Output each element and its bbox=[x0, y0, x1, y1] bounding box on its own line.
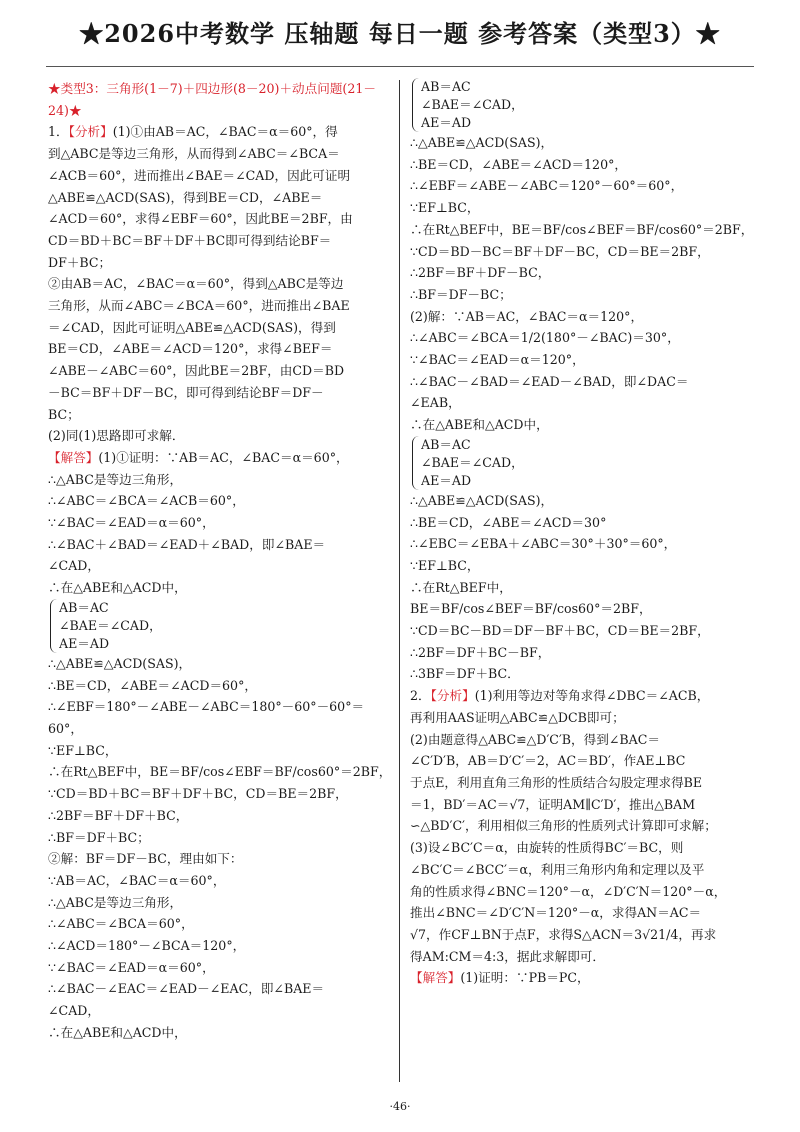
text-line: ∽△BD′C′，利用相似三角形的性质列式计算即可求解； bbox=[410, 818, 717, 834]
text-line: ∴∠BAC－∠EAC＝∠EAD－∠EAC，即∠BAE＝ bbox=[48, 981, 325, 997]
column-divider bbox=[399, 80, 400, 1082]
text-line: ∴△ABE≌△ACD(SAS)， bbox=[410, 492, 554, 508]
text-line: BE＝BF/cos∠BEF＝BF/cos60°＝2BF， bbox=[410, 601, 652, 617]
text-line: 【解答】(1)证明：∵PB＝PC， bbox=[410, 970, 590, 986]
text-line: BC； bbox=[48, 406, 80, 422]
text-line: ∵EF⊥BC， bbox=[48, 742, 118, 758]
text-line: 60°， bbox=[48, 720, 83, 736]
text-line: 再利用AAS证明△ABC≌△DCB即可； bbox=[410, 709, 625, 725]
text-line: ∠BAE＝∠CAD， bbox=[421, 454, 524, 470]
text-line: CD＝BD＋BC＝BF＋DF＋BC即可得到结论BF＝ bbox=[48, 232, 332, 248]
problem-1-analysis bbox=[48, 121, 392, 447]
problem-1-solution-continued bbox=[410, 132, 754, 436]
text-line: ∴∠EBF＝∠ABE－∠ABC＝120°－60°＝60°， bbox=[410, 178, 684, 194]
text-line: AE＝AD bbox=[421, 115, 472, 130]
text-line: ∴∠ACD＝180°－∠BCA＝120°， bbox=[48, 938, 246, 954]
text-line: ∴∠ABC＝∠BCA＝1/2(180°－∠BAC)＝30°， bbox=[410, 330, 680, 346]
text-line: AE＝AD bbox=[59, 635, 110, 651]
text-line: ∴∠BAC＋∠BAD＝∠EAD＋∠BAD，即∠BAE＝ bbox=[48, 536, 326, 552]
section-marker: 【分析】 bbox=[68, 124, 113, 140]
text-line: ∴△ABC是等边三角形， bbox=[48, 471, 183, 487]
text-line: (2)同(1)思路即可求解． bbox=[48, 428, 185, 444]
text-line: ∴2BF＝BF＋DF－BC， bbox=[410, 265, 551, 281]
equation-system bbox=[50, 599, 392, 653]
text-line: ∵∠BAC＝∠EAD＝α＝120°， bbox=[410, 352, 585, 368]
text-line: AE＝AD bbox=[421, 472, 472, 488]
text-line: 推出∠BNC＝∠D′C′N＝120°－α，求得AN＝AC＝ bbox=[410, 905, 702, 921]
text-line: －BC＝BF＋DF－BC，即可得到结论BF＝DF－ bbox=[48, 384, 324, 400]
text-line: BE＝CD，∠ABE＝∠ACD＝120°，求得∠BEF＝ bbox=[48, 341, 333, 357]
text-line: (2)解：∵AB＝AC，∠BAC＝α＝120°， bbox=[410, 308, 644, 324]
type-heading: ★类型3：三角形(1－7)＋四边形(8－20)＋动点问题(21－24)★ bbox=[48, 81, 376, 118]
text-line: ∴BF＝DF－BC； bbox=[410, 286, 512, 302]
text-line: DF＋BC； bbox=[48, 254, 112, 270]
text-line: ∴在△ABE和△ACD中， bbox=[48, 580, 187, 596]
section-marker: 【解答】 bbox=[48, 449, 99, 465]
text-line: 1．【分析】(1)①由AB＝AC，∠BAC＝α＝60°，得 bbox=[48, 124, 338, 140]
text-line: ∴∠EBF＝180°－∠ABE－∠ABC＝180°－60°－60°＝ bbox=[48, 699, 365, 715]
text-line: ∵CD＝BD＋BC＝BF＋DF＋BC，CD＝BE＝2BF， bbox=[48, 786, 348, 802]
problem-2-analysis bbox=[410, 685, 754, 989]
text-line: ∴3BF＝DF＋BC． bbox=[410, 666, 520, 682]
text-line: ∴2BF＝BF＋DF＋BC， bbox=[48, 807, 189, 823]
text-line: AB＝AC bbox=[421, 79, 471, 94]
text-line: ∵∠BAC＝∠EAD＝α＝60°， bbox=[48, 515, 215, 531]
text-line: ∴∠BAC－∠BAD＝∠EAD－∠BAD，即∠DAC＝ bbox=[410, 373, 689, 389]
text-line: ∴△ABC是等边三角形， bbox=[48, 894, 183, 910]
text-line: ∠C′D′B，AB＝D′C′＝2，AC＝BD′，作AE⊥BC bbox=[410, 753, 686, 769]
text-line: AB＝AC bbox=[59, 599, 109, 615]
text-line: 三角形，从而∠ABC＝∠BCA＝60°，进而推出∠BAE bbox=[48, 298, 350, 314]
text-line: √7，作CF⊥BN于点F，求得S△ACN＝3√21/4，再求 bbox=[410, 926, 717, 942]
text-line: ∴在Rt△BEF中，BE＝BF/cos∠EBF＝BF/cos60°＝2BF， bbox=[48, 764, 392, 780]
text-line: ∴BE＝CD，∠ABE＝∠ACD＝60°， bbox=[48, 677, 257, 693]
text-line: △ABE≌△ACD(SAS)，得到BE＝CD，∠ABE＝ bbox=[48, 189, 323, 205]
text-line: ＝1，BD′＝AC＝√7，证明AM∥C′D′，推出△BAM bbox=[410, 796, 696, 812]
text-line: ∵∠BAC＝∠EAD＝α＝60°， bbox=[48, 959, 215, 975]
text-line: ∠BC′C＝∠BCC′＝α，利用三角形内角和定理以及平 bbox=[410, 861, 705, 877]
equation-system bbox=[412, 436, 754, 490]
text-line: ②解：BF＝DF－BC，理由如下： bbox=[48, 851, 243, 867]
text-line: ∠CAD， bbox=[48, 1003, 100, 1019]
section-marker: 【解答】 bbox=[410, 970, 461, 986]
left-column bbox=[48, 78, 392, 1088]
text-line: ∵EF⊥BC， bbox=[410, 557, 480, 573]
text-line: 2．【分析】(1)利用等边对等角求得∠DBC＝∠ACB， bbox=[410, 688, 710, 704]
problem-1-part-2-solution bbox=[410, 490, 754, 685]
text-line: ∴2BF＝DF＋BC－BF， bbox=[410, 644, 551, 660]
text-line: ∠ACD＝60°，求得∠EBF＝60°，因此BE＝2BF，由 bbox=[48, 211, 353, 227]
text-line: ②由AB＝AC，∠BAC＝α＝60°，得到△ABC是等边 bbox=[48, 276, 344, 292]
text-line: 于点E，利用直角三角形的性质结合勾股定理求得BE bbox=[410, 774, 703, 790]
text-line: ∴在Rt△BEF中， bbox=[410, 579, 512, 595]
text-line: ∵EF⊥BC， bbox=[410, 200, 480, 216]
text-line: 角的性质求得∠BNC＝120°－α，∠D′C′N＝120°－α， bbox=[410, 883, 727, 899]
page-title: ★2026中考数学 压轴题 每日一题 参考答案（类型3）★ bbox=[79, 19, 721, 48]
text-line: ∴BE＝CD，∠ABE＝∠ACD＝120°， bbox=[410, 156, 627, 172]
text-line: (2)由题意得△ABC≌△D′C′B，得到∠BAC＝ bbox=[410, 731, 660, 747]
text-line: 得AM:CM＝4:3，据此求解即可． bbox=[410, 948, 605, 964]
text-line: ∵CD＝BD－BC＝BF＋DF－BC，CD＝BE＝2BF， bbox=[410, 243, 710, 259]
text-line: 【解答】(1)①证明：∵AB＝AC，∠BAC＝α＝60°， bbox=[48, 449, 349, 465]
section-marker: 【分析】 bbox=[430, 688, 475, 704]
text-line: ∴BF＝DF＋BC； bbox=[48, 829, 150, 845]
text-line: ∠ABE－∠ABC＝60°，因此BE＝2BF，由CD＝BD bbox=[48, 363, 345, 379]
text-line: ∴在△ABE和△ACD中， bbox=[48, 1024, 187, 1040]
text-line: ∴BE＝CD，∠ABE＝∠ACD＝30° bbox=[410, 514, 607, 530]
text-line: ∠CAD， bbox=[48, 558, 100, 574]
text-line: ∵CD＝BC－BD＝DF－BF＋BC，CD＝BE＝2BF， bbox=[410, 623, 710, 639]
text-line: ∵AB＝AC，∠BAC＝α＝60°， bbox=[48, 872, 226, 888]
text-line: ∴在Rt△BEF中，BE＝BF/cos∠BEF＝BF/cos60°＝2BF， bbox=[410, 221, 754, 237]
page-number: ·46· bbox=[389, 1100, 411, 1113]
problem-1-solution-part-a bbox=[48, 447, 392, 599]
text-line: ∴在△ABE和△ACD中， bbox=[410, 417, 549, 433]
problem-1-solution-part-b bbox=[48, 653, 392, 1044]
header-rule bbox=[46, 66, 754, 67]
equation-system bbox=[412, 78, 754, 132]
text-line: ∴△ABE≌△ACD(SAS)， bbox=[48, 655, 192, 671]
text-line: ＝∠CAD，因此可证明△ABE≌△ACD(SAS)，得到 bbox=[48, 319, 336, 335]
text-line: (3)设∠BC′C＝α，由旋转的性质得BC′＝BC，则 bbox=[410, 840, 684, 856]
text-line: ∠EAB， bbox=[410, 395, 461, 411]
text-line: ∴△ABE≌△ACD(SAS)， bbox=[410, 135, 554, 150]
text-line: ∠BAE＝∠CAD， bbox=[59, 617, 162, 633]
text-line: ∠ACB＝60°，进而推出∠BAE＝∠CAD，因此可证明 bbox=[48, 167, 351, 183]
text-line: ∴∠ABC＝∠BCA＝∠ACB＝60°， bbox=[48, 493, 245, 509]
text-line: 到△ABC是等边三角形，从而得到∠ABC＝∠BCA＝ bbox=[48, 146, 340, 162]
text-line: AB＝AC bbox=[421, 436, 471, 452]
text-line: ∴∠ABC＝∠BCA＝60°， bbox=[48, 916, 194, 932]
text-line: ∠BAE＝∠CAD， bbox=[421, 97, 524, 112]
text-line: ∴∠EBC＝∠EBA＋∠ABC＝30°＋30°＝60°， bbox=[410, 536, 677, 552]
right-column bbox=[410, 78, 754, 1088]
